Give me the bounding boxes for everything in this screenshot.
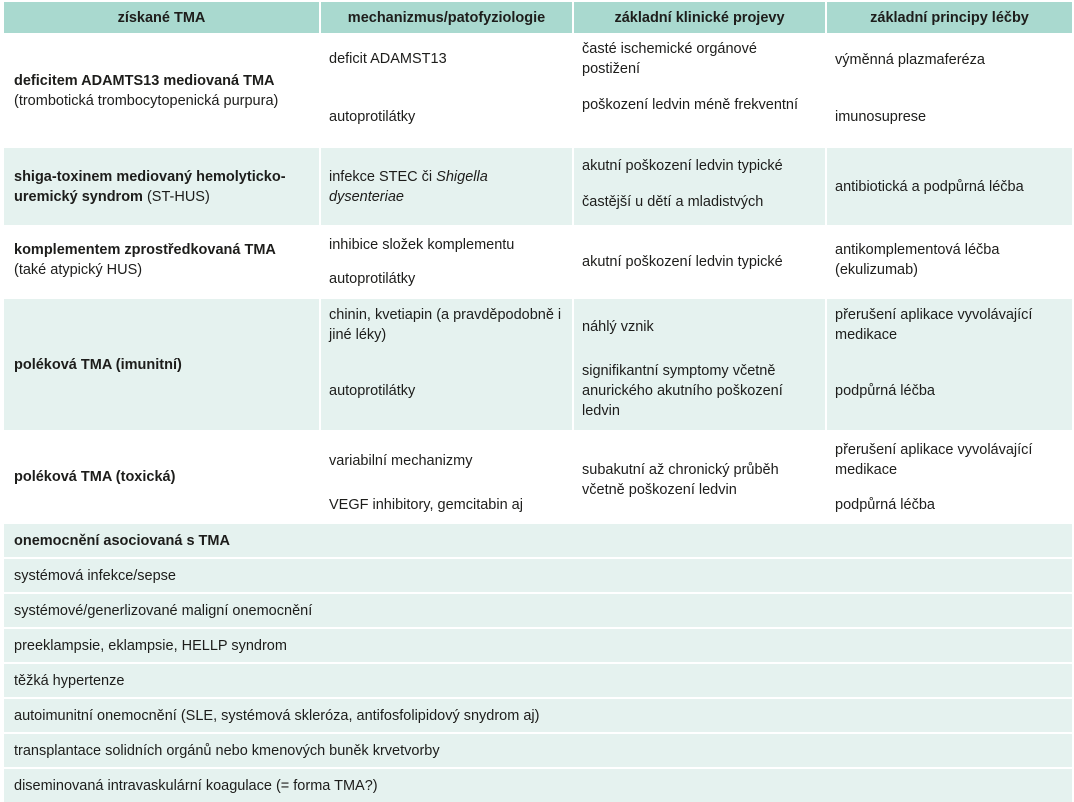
toxic-mechanism-cell	[320, 431, 573, 523]
toxic-treatment-1: přerušení aplikace vyvolávající medikace	[835, 442, 1033, 478]
sthus-treatment-cell	[826, 147, 1072, 226]
complement-name-rest: (také atypický HUS)	[14, 262, 143, 278]
associated-row	[4, 768, 1072, 802]
immune-clinical-1: náhlý vznik	[582, 319, 654, 335]
complement-name	[14, 240, 311, 280]
immune-clinical-cell	[573, 298, 826, 431]
associated-row	[4, 628, 1072, 663]
sthus-clinical-1: akutní poškození ledvin typické	[582, 158, 783, 174]
table-header-row	[4, 2, 1072, 34]
table-row-complement	[4, 226, 1072, 298]
associated-item-hypertension: těžká hypertenze	[4, 663, 1072, 698]
sthus-mechanism-plain: infekce STEC či	[329, 168, 437, 185]
ttp-name-rest: (trombotická trombocytopenická purpura)	[14, 92, 279, 109]
associated-item-sepse: systémová infekce/sepse	[4, 558, 1072, 593]
complement-treatment: antikomplementová léčba (ekulizumab)	[835, 242, 1000, 278]
sthus-mechanism-cell	[320, 147, 573, 226]
associated-row	[4, 593, 1072, 628]
ttp-clinical-cell	[573, 34, 826, 147]
sthus-treatment: antibiotická a podpůrná léčba	[835, 178, 1024, 195]
table-row-drug-immune	[4, 298, 1072, 431]
associated-item-dic: diseminovaná intravaskulární koagulace (= forma TMA?)	[4, 768, 1072, 802]
immune-treatment-2: podpůrná léčba	[835, 383, 935, 399]
complement-mechanism-cell	[320, 226, 573, 298]
toxic-treatment-2: podpůrná léčba	[835, 497, 935, 513]
toxic-name: poléková TMA (toxická)	[14, 469, 176, 485]
ttp-treatment-cell	[826, 34, 1072, 147]
toxic-clinical: subakutní až chronický průběh včetně poškození ledvin	[582, 462, 779, 498]
toxic-name-cell	[4, 431, 320, 523]
ttp-mechanism-cell	[320, 34, 573, 147]
immune-mechanism-2: autoprotilátky	[329, 383, 416, 399]
ttp-name-bold: deficitem ADAMTS13 mediovaná TMA	[14, 72, 275, 89]
ttp-clinical-1: časté ischemické orgánové postižení	[582, 41, 757, 77]
toxic-mechanism-2: VEGF inhibitory, gemcitabin aj	[329, 497, 523, 513]
sthus-name-cell	[4, 147, 320, 226]
toxic-treatment-cell	[826, 431, 1072, 523]
toxic-mechanism-1: variabilní mechanizmy	[329, 453, 473, 469]
table-row-st-hus	[4, 147, 1072, 226]
tma-table	[4, 2, 1072, 802]
associated-row	[4, 698, 1072, 733]
associated-row	[4, 733, 1072, 768]
complement-mechanism-2: autoprotilátky	[329, 271, 416, 287]
complement-clinical-cell	[573, 226, 826, 298]
sthus-name-bold: shiga-toxinem mediovaný hemolyticko-uremický syndrom	[14, 168, 286, 205]
sthus-name-rest: (ST-HUS)	[142, 188, 210, 205]
sthus-mechanism-italic: Shigella dysenteriae	[329, 168, 488, 205]
ttp-name	[14, 71, 313, 111]
header-mechanizmus: mechanizmus/patofyziologie	[320, 2, 573, 34]
immune-name-cell	[4, 298, 320, 431]
header-principy-lecby: základní principy léčby	[826, 2, 1072, 34]
ttp-mechanism-2: autoprotilátky	[329, 109, 416, 125]
complement-name-bold: komplementem zprostředkovaná TMA	[14, 242, 276, 258]
ttp-clinical-2: poškození ledvin méně frekventní	[582, 97, 799, 113]
complement-clinical: akutní poškození ledvin typické	[582, 254, 783, 270]
immune-clinical-2: signifikantní symptomy včetně anurického akutního poškození ledvin	[582, 363, 783, 419]
associated-item-malignancy: systémové/generlizované maligní onemocnění	[4, 593, 1072, 628]
associated-item-preeclampsia: preeklampsie, eklampsie, HELLP syndrom	[4, 628, 1072, 663]
associated-row	[4, 663, 1072, 698]
complement-name-cell	[4, 226, 320, 298]
tma-table-container	[4, 2, 1072, 802]
immune-treatment-cell	[826, 298, 1072, 431]
associated-item-transplant: transplantace solidních orgánů nebo kmenových buněk krvetvorby	[4, 733, 1072, 768]
header-ziskane-tma: získané TMA	[4, 2, 320, 34]
immune-mechanism-cell	[320, 298, 573, 431]
table-row-drug-toxic	[4, 431, 1072, 523]
associated-title: onemocnění asociovaná s TMA	[4, 523, 1072, 558]
sthus-mechanism	[329, 167, 564, 207]
ttp-treatment-1: výměnná plazmaferéza	[835, 52, 985, 68]
complement-treatment-cell	[826, 226, 1072, 298]
complement-mechanism-1: inhibice složek komplementu	[329, 237, 515, 253]
associated-item-autoimmune: autoimunitní onemocnění (SLE, systémová skleróza, antifosfolipidový snydrom aj)	[4, 698, 1072, 733]
ttp-mechanism-1: deficit ADAMST13	[329, 51, 447, 67]
table-row-ttp	[4, 34, 1072, 147]
ttp-name-cell	[4, 34, 320, 147]
sthus-clinical-2: častější u dětí a mladistvých	[582, 194, 764, 210]
associated-row	[4, 558, 1072, 593]
ttp-treatment-2: imunosuprese	[835, 109, 927, 125]
toxic-clinical-cell	[573, 431, 826, 523]
immune-treatment-1: přerušení aplikace vyvolávající medikace	[835, 307, 1033, 343]
immune-mechanism-1: chinin, kvetiapin (a pravděpodobně i jiné léky)	[329, 307, 562, 343]
sthus-name	[14, 167, 313, 207]
associated-header-row	[4, 523, 1072, 558]
header-klinicke-projevy: základní klinické projevy	[573, 2, 826, 34]
sthus-clinical-cell	[573, 147, 826, 226]
immune-name: poléková TMA (imunitní)	[14, 356, 182, 373]
